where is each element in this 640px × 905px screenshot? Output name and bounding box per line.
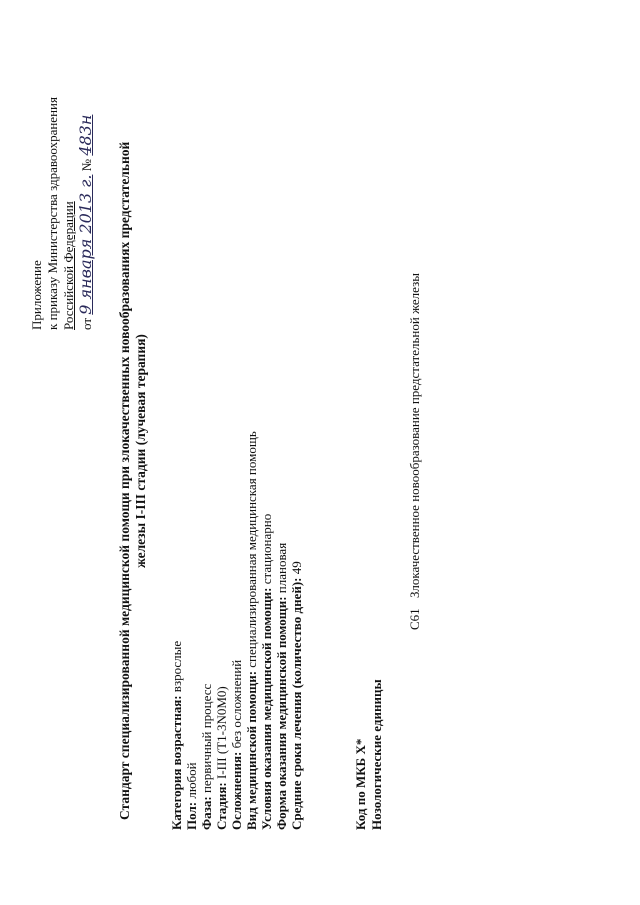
param-label: Осложнения: [229, 751, 244, 830]
param-care-conditions [260, 514, 273, 830]
param-label: Пол: [184, 801, 199, 830]
param-value: без осложнений [229, 659, 244, 752]
param-label: Форма оказания медицинской помощи: [274, 596, 289, 830]
document-title-line-1: Стандарт специализированной медицинской помощи при злокачественных новообразованиях предстательной [117, 141, 132, 820]
param-sex [185, 762, 198, 830]
param-label: Условия оказания медицинской помощи: [259, 587, 274, 830]
appendix-line-3-text: Российской Федерации [61, 201, 76, 330]
param-care-form [275, 543, 288, 830]
handwritten-number: 483н [76, 114, 95, 156]
param-label: Вид медицинской помощи: [244, 670, 259, 830]
param-care-type [245, 431, 258, 830]
appendix-date-line [78, 115, 94, 330]
param-value: стационарно [259, 513, 274, 588]
appendix-line-1: Приложение [29, 260, 44, 330]
appendix-line-3 [62, 201, 75, 330]
param-value: 49 [289, 561, 304, 578]
param-label: Категория возрастная: [169, 695, 184, 830]
appendix-line-2: к приказу Министерства здравоохранения [45, 97, 60, 330]
param-value: любой [184, 762, 199, 802]
param-value: взрослые [169, 640, 184, 696]
param-age-category [170, 641, 183, 830]
param-value: I-III (T1-3N0M0) [214, 686, 229, 783]
param-value: плановая [274, 542, 289, 597]
document-title-line-2: железы I-III стадии (лучевая терапия) [133, 334, 148, 568]
icd-code-label: Код по МКБ X* [353, 738, 368, 830]
handwritten-date: 9 января 2013 г. [76, 174, 95, 315]
param-phase [200, 684, 213, 830]
param-stage [215, 686, 228, 830]
icd-code-description: Злокачественное новообразование предстательной железы [407, 273, 422, 598]
param-label: Фаза: [199, 796, 214, 830]
number-label: № [79, 158, 94, 172]
from-label: от [79, 317, 94, 330]
param-value: первичный процесс [199, 683, 214, 797]
param-label: Стадия: [214, 782, 229, 830]
nosological-units-label: Нозологические единицы [369, 679, 384, 830]
param-treatment-duration [290, 561, 303, 830]
param-value: специализированная медицинская помощь [244, 431, 259, 671]
icd-code-c61: C61 [407, 608, 422, 630]
param-complications [230, 660, 243, 830]
param-label: Средние сроки лечения (количество дней): [289, 577, 304, 830]
